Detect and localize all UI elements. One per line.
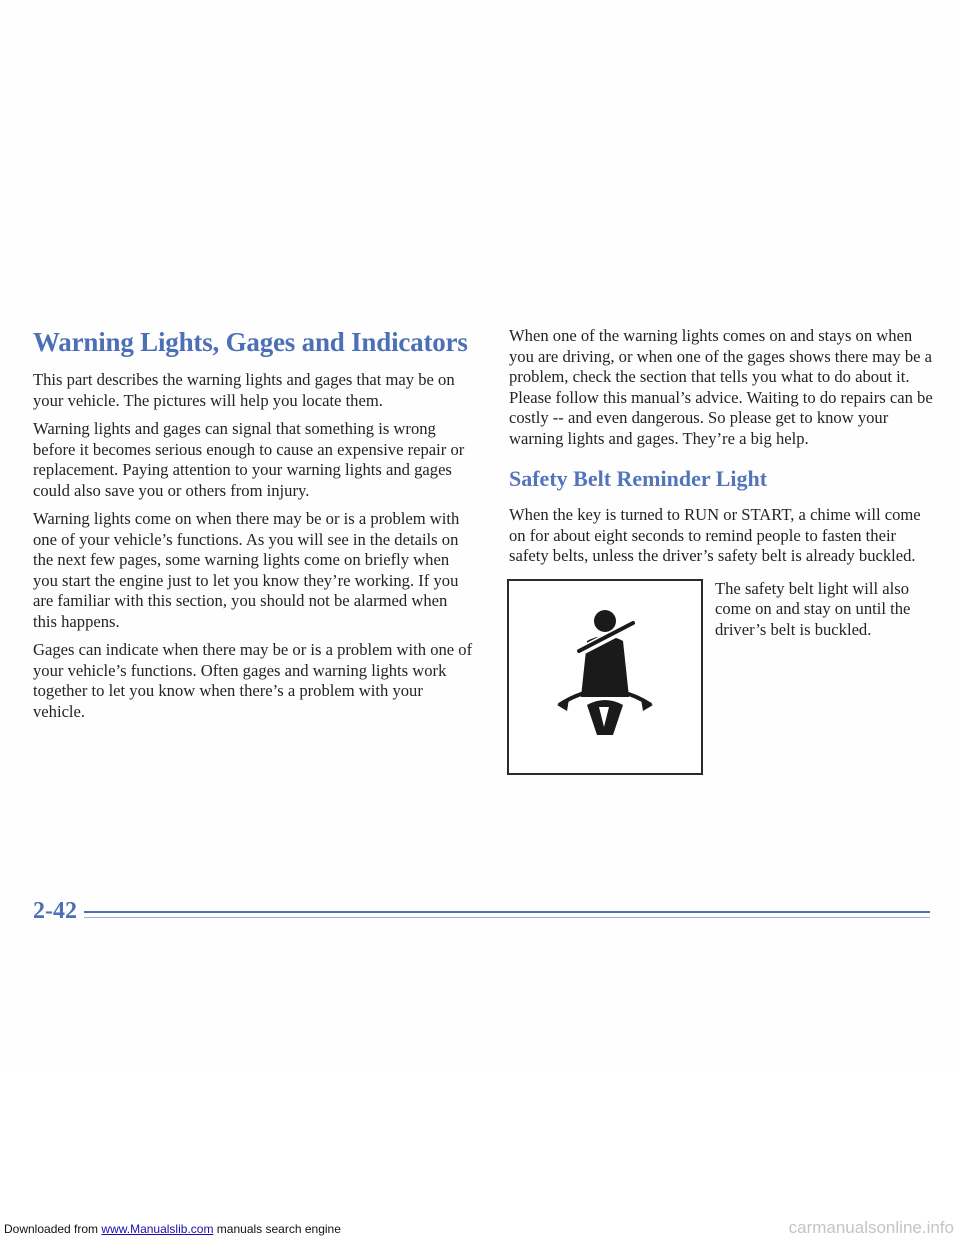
manualslib-link[interactable]: www.Manualslib.com <box>101 1222 214 1236</box>
right-column <box>509 326 934 779</box>
download-line <box>4 1222 341 1236</box>
download-prefix: Downloaded from <box>4 1222 99 1236</box>
watermark: carmanualsonline.info <box>788 1218 954 1237</box>
seatbelt-icon-box <box>507 579 703 775</box>
paragraph-safety-belt: When the key is turned to RUN or START, a chime will come on for about eight seconds to remind people to fasten their safety belts, unless the driver’s safety belt is already buckled. <box>509 505 921 565</box>
page-number: 2-42 <box>33 898 77 924</box>
bottom-band <box>0 1072 960 1242</box>
paragraph-when-light-on: When one of the warning lights comes on and stays on when you are driving, or when one of the gages shows there may be a problem, check the section that tells you what to do about it. Please follow this manual’s advice. Waiting to do repairs can be costly -- and even dangerous. So please get to know your warning lights and gages. They’re a big help. <box>509 326 933 448</box>
subsection-title: Safety Belt Reminder Light <box>509 466 768 491</box>
footer-rule <box>84 911 930 913</box>
paragraph-gages: Gages can indicate when there may be or is a problem with one of your vehicle’s functions. Often gages and warning lights work together to let you know when there’s a problem with your vehicle. <box>33 640 473 721</box>
figure-caption: The safety belt light will also come on and stay on until the driver’s belt is buckled. <box>715 578 911 639</box>
paragraph-warning-lights: Warning lights come on when there may be or is a problem with one of your vehicle’s functions. As you will see in the details on the next few pages, some warning lights come on briefly when you start the engine just to let you know they’re working. If you are familiar with this section, you should not be alarmed when this happens. <box>33 509 460 631</box>
left-column <box>33 326 473 730</box>
figure-row <box>509 579 934 779</box>
download-suffix: manuals search engine <box>216 1222 341 1236</box>
seatbelt-icon <box>557 609 653 741</box>
section-title: Warning Lights, Gages and Indicators <box>33 327 468 357</box>
paragraph-intro: This part describes the warning lights and gages that may be on your vehicle. The pictures will help you locate them. <box>33 370 455 410</box>
footer-rule-thin <box>84 917 930 918</box>
paragraph-warning-signal: Warning lights and gages can signal that something is wrong before it becomes serious enough to cause an expensive repair or replacement. Paying attention to your warning lights and gages could also save you or others from injury. <box>33 419 465 500</box>
